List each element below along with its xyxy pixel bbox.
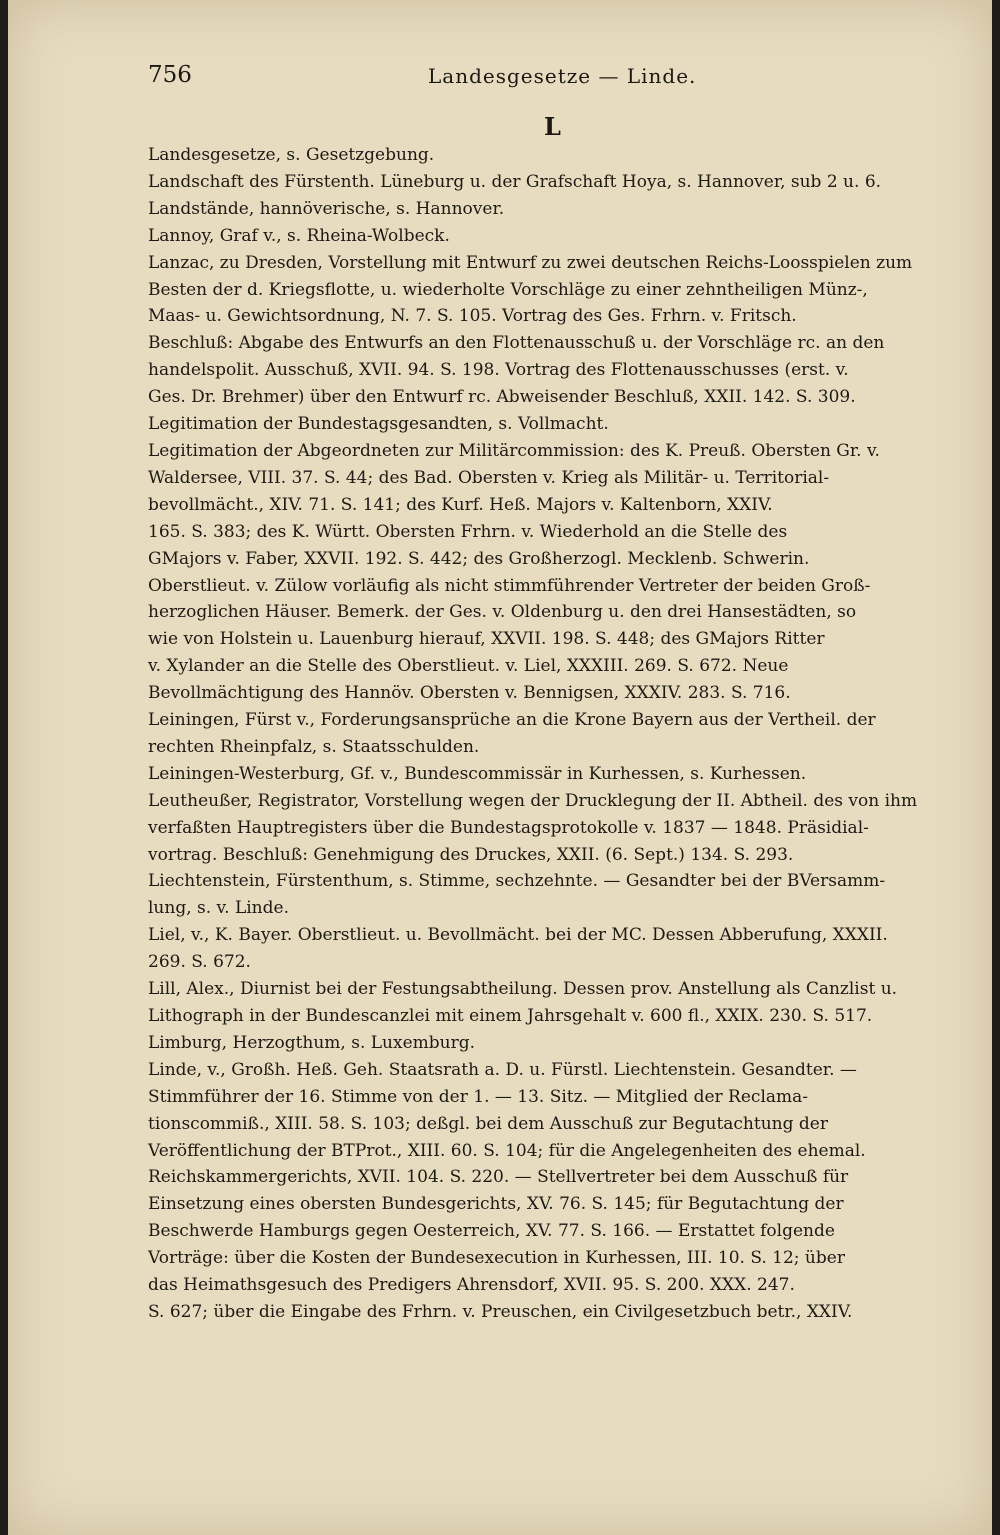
entry-line: rechten Rheinpfalz, s. Staatsschulden. [148, 736, 480, 757]
entry-line: Besten der d. Kriegsflotte, u. wiederholte Vorschläge zu einer zehntheiligen Münz-, [148, 279, 868, 300]
entry-line: Landschaft des Fürstenth. Lüneburg u. der Grafschaft Hoya, s. Hannover, sub 2 u. 6. [148, 171, 882, 192]
entry-line: Liechtenstein, Fürstenthum, s. Stimme, sechzehnte. — Gesandter bei der BVersamm- [148, 871, 886, 892]
entry-line: lung, s. v. Linde. [148, 898, 289, 919]
entry-line: Vorträge: über die Kosten der Bundesexecution in Kurhessen, III. 10. S. 12; über [148, 1248, 845, 1269]
index-entry [148, 788, 938, 869]
entry-line: Lithograph in der Bundescanzlei mit einem Jahrsgehalt v. 600 fl., XXIX. 230. S. 517. [148, 1006, 873, 1026]
entry-line: Leiningen, Fürst v., Forderungsansprüche an die Krone Bayern aus der Vertheil. der [148, 710, 876, 731]
entry-line: Legitimation der Bundestagsgesandten, s. Vollmacht. [148, 414, 609, 435]
entry-line: handelspolit. Ausschuß, XVII. 94. S. 198. Vortrag des Flottenausschusses (erst. v. [148, 360, 849, 381]
entry-line: 269. S. 672. [148, 952, 251, 973]
entry-line: herzoglichen Häuser. Bemerk. der Ges. v. Oldenburg u. den drei Hansestädten, so [148, 602, 857, 623]
entry-line: GMajors v. Faber, XXVII. 192. S. 442; des Großherzogl. Mecklenb. Schwerin. [148, 548, 810, 569]
page-number: 756 [148, 62, 192, 88]
page-header [148, 62, 928, 96]
index-entry [148, 1030, 938, 1057]
entry-line: Waldersee, VIII. 37. S. 44; des Bad. Obersten v. Krieg als Militär- u. Territorial- [148, 467, 830, 488]
index-entries [148, 142, 938, 1326]
entry-line: v. Xylander an die Stelle des Oberstlieut. v. Liel, XXXIII. 269. S. 672. Neue [148, 656, 789, 677]
index-entry [148, 707, 938, 761]
entry-line: 165. S. 383; des K. Württ. Obersten Frhrn. v. Wiederhold an die Stelle des [148, 521, 788, 542]
entry-line: das Heimathsgesuch des Predigers Ahrensdorf, XVII. 95. S. 200. XXX. 247. [148, 1275, 795, 1296]
index-entry [148, 922, 938, 976]
index-entry [148, 169, 938, 196]
entry-line: Oberstlieut. v. Zülow vorläufig als nicht stimmführender Vertreter der beiden Groß- [148, 575, 871, 596]
document-page [8, 0, 992, 1535]
entry-line: vortrag. Beschluß: Genehmigung des Druckes, XXII. (6. Sept.) 134. S. 293. [148, 844, 794, 865]
index-entry [148, 196, 938, 223]
index-entry [148, 761, 938, 788]
entry-line: Leutheußer, Registrator, Vorstellung wegen der Drucklegung der II. Abtheil. des von ihm [148, 790, 918, 811]
entry-line: Liel, v., K. Bayer. Oberstlieut. u. Bevollmächt. bei der MC. Dessen Abberufung, XXXII. [148, 925, 888, 946]
index-entry [148, 438, 938, 707]
entry-line: Maas- u. Gewichtsordnung, N. 7. S. 105. Vortrag des Ges. Frhrn. v. Fritsch. [148, 306, 797, 327]
index-entry [148, 411, 938, 438]
entry-line: Limburg, Herzogthum, s. Luxemburg. [148, 1032, 476, 1053]
entry-line: Lanzac, zu Dresden, Vorstellung mit Entwurf zu zwei deutschen Reichs-Loosspielen zum [148, 252, 913, 273]
entry-line: Legitimation der Abgeordneten zur Militärcommission: des K. Preuß. Obersten Gr. v. [148, 440, 880, 461]
index-entry [148, 1057, 938, 1326]
entry-line: Veröffentlichung der BTProt., XIII. 60. S. 104; für die Angelegenheiten des ehemal. [148, 1140, 866, 1161]
entry-line: S. 627; über die Eingabe des Frhrn. v. Preuschen, ein Civilgesetzbuch betr., XXIV. [148, 1301, 853, 1322]
index-entry [148, 223, 938, 250]
entry-line: Beschwerde Hamburgs gegen Oesterreich, XV. 77. S. 166. — Erstattet folgende [148, 1221, 835, 1242]
entry-line: Ges. Dr. Brehmer) über den Entwurf rc. Abweisender Beschluß, XXII. 142. S. 309. [148, 387, 856, 408]
entry-line: wie von Holstein u. Lauenburg hierauf, XXVII. 198. S. 448; des GMajors Ritter [148, 629, 825, 650]
entry-line: Einsetzung eines obersten Bundesgerichts, XV. 76. S. 145; für Begutachtung der [148, 1194, 844, 1215]
entry-line: Beschluß: Abgabe des Entwurfs an den Flottenausschuß u. der Vorschläge rc. an den [148, 333, 885, 354]
index-entry [148, 976, 938, 1030]
index-entry [148, 142, 938, 169]
entry-line: Landesgesetze, s. Gesetzgebung. [148, 145, 435, 165]
entry-line: Lannoy, Graf v., s. Rheina-Wolbeck. [148, 225, 450, 246]
entry-line: Leiningen-Westerburg, Gf. v., Bundescommissär in Kurhessen, s. Kurhessen. [148, 763, 807, 784]
index-entry [148, 250, 938, 411]
index-entry [148, 868, 938, 922]
entry-line: verfaßten Hauptregisters über die Bundestagsprotokolle v. 1837 — 1848. Präsidial- [148, 817, 869, 838]
entry-line: Lill, Alex., Diurnist bei der Festungsabtheilung. Dessen prov. Anstellung als Canzlist u. [148, 979, 898, 1000]
entry-line: Linde, v., Großh. Heß. Geh. Staatsrath a. D. u. Fürstl. Liechtenstein. Gesandter. — [148, 1059, 857, 1080]
section-letter: L [544, 112, 561, 141]
running-head: Landesgesetze — Linde. [428, 64, 697, 88]
entry-line: tionscommiß., XIII. 58. S. 103; deßgl. bei dem Ausschuß zur Begutachtung der [148, 1113, 828, 1134]
entry-line: Bevollmächtigung des Hannöv. Obersten v. Bennigsen, XXXIV. 283. S. 716. [148, 683, 791, 704]
entry-line: Reichskammergerichts, XVII. 104. S. 220. — Stellvertreter bei dem Ausschuß für [148, 1167, 849, 1188]
entry-line: bevollmächt., XIV. 71. S. 141; des Kurf. Heß. Majors v. Kaltenborn, XXIV. [148, 494, 773, 515]
entry-line: Landstände, hannöverische, s. Hannover. [148, 198, 505, 219]
entry-line: Stimmführer der 16. Stimme von der 1. — 13. Sitz. — Mitglied der Reclama- [148, 1086, 809, 1107]
